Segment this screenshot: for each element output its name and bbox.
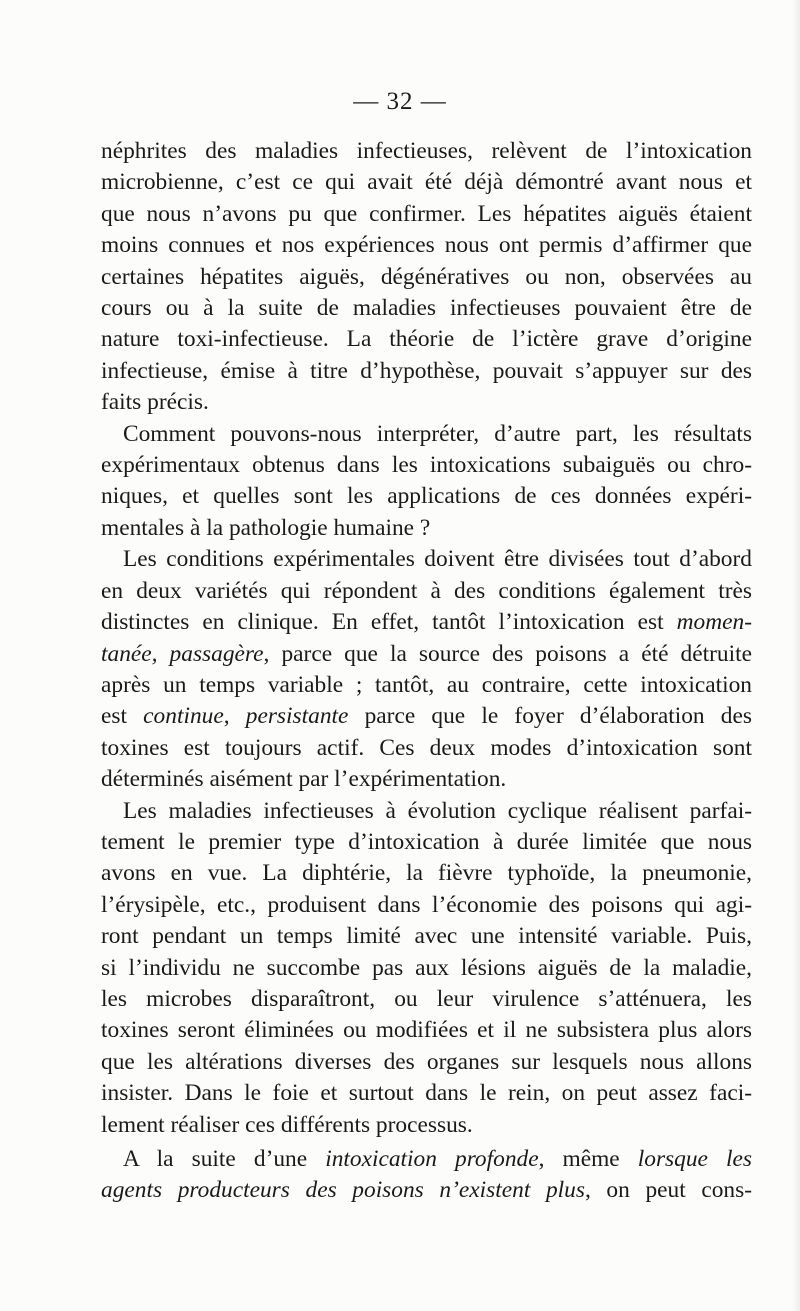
text-line: déterminés aisément par l’expérimentation. xyxy=(101,766,507,793)
text-line: Les maladies infectieuses à évolution cyclique réalisent parfai- xyxy=(123,797,752,824)
italic-run: lorsque les xyxy=(637,1146,752,1172)
text-line: faits précis. xyxy=(101,389,209,416)
text-line: nature toxi-infectieuse. La théorie de l’ictère grave d’origine xyxy=(101,326,752,353)
paragraph-1 xyxy=(101,136,752,419)
text-line: ront pendant un temps limité avec une intensité variable. Puis, xyxy=(101,923,752,950)
text-line xyxy=(101,701,752,732)
text-line: niques, et quelles sont les applications de ces données expéri- xyxy=(101,483,752,510)
text-line: Comment pouvons-nous interpréter, d’autre part, les résultats xyxy=(123,420,752,447)
text-run: , même xyxy=(538,1146,638,1172)
text-line: lement réaliser ces différents processus. xyxy=(101,1111,473,1138)
text-line: si l’individu ne succombe pas aux lésions aiguës de la maladie, xyxy=(101,954,752,981)
paragraph-2 xyxy=(101,419,752,545)
text-line: cours ou à la suite de maladies infectieuses pouvaient être de xyxy=(101,295,752,322)
italic-run: intoxication profonde xyxy=(325,1146,539,1172)
paragraph-3 xyxy=(101,544,752,795)
text-line xyxy=(101,607,752,638)
text-line xyxy=(101,639,752,670)
text-line: que les altérations diverses des organes sur lesquels nous allons xyxy=(101,1048,752,1075)
italic-run: persistante xyxy=(245,703,349,730)
text-line: après un temps variable ; tantôt, au contraire, cette intoxication xyxy=(101,671,752,698)
page-edge-shadow xyxy=(792,0,800,1311)
text-line: mentales à la pathologie humaine ? xyxy=(101,514,431,541)
text-line: que nous n’avons pu que confirmer. Les hépatites aiguës étaient xyxy=(101,200,752,227)
text-line: microbienne, c’est ce qui avait été déjà démontré avant nous et xyxy=(101,169,752,196)
paragraph-5 xyxy=(101,1144,752,1207)
text-line: insister. Dans le foie et surtout dans le rein, on peut assez faci- xyxy=(101,1080,752,1107)
text-line: toxines seront éliminées ou modifiées et il ne subsistera plus alors xyxy=(101,1017,752,1044)
text-line: infectieuse, émise à titre d’hypothèse, pouvait s’appuyer sur des xyxy=(101,357,752,384)
body-text xyxy=(101,136,752,1207)
text-run: parce que le foyer d’élaboration des xyxy=(348,703,752,730)
italic-run: continue xyxy=(143,703,224,730)
text-line: toxines est toujours actif. Ces deux modes d’intoxication sont xyxy=(101,734,752,761)
text-line: néphrites des maladies infectieuses, relèvent de l’intoxication xyxy=(101,138,752,164)
text-line xyxy=(101,1144,752,1175)
page-number: — 32 — xyxy=(353,88,447,115)
text-line: moins connues et nos expériences nous ont permis d’affirmer que xyxy=(101,232,752,259)
text-run: , on peut cons- xyxy=(584,1177,752,1204)
text-run: , xyxy=(223,703,246,730)
italic-run: agents producteurs des poisons n’existent plus xyxy=(101,1177,585,1204)
text-line xyxy=(101,1175,752,1206)
text-line: avons en vue. La diphtérie, la fièvre typhoïde, la pneumonie, xyxy=(101,860,752,887)
text-line: Les conditions expérimentales doivent être divisées tout d’abord xyxy=(123,546,752,573)
text-line: l’érysipèle, etc., produisent dans l’économie des poisons qui agi- xyxy=(101,891,752,918)
text-line: certaines hépatites aiguës, dégénératives ou non, observées au xyxy=(101,263,752,290)
text-run: , parce que la source des poisons a été détruite xyxy=(263,640,752,667)
text-run: A la suite d’une xyxy=(123,1146,326,1172)
text-line: expérimentaux obtenus dans les intoxications subaiguës ou chro- xyxy=(101,452,752,479)
text-line: tement le premier type d’intoxication à durée limitée que nous xyxy=(101,828,752,855)
italic-run: momen- xyxy=(676,609,752,636)
text-line: les microbes disparaîtront, ou leur virulence s’atténuera, les xyxy=(101,985,752,1012)
italic-run: tanée, passagère xyxy=(101,640,264,667)
text-line: en deux variétés qui répondent à des conditions également très xyxy=(101,577,752,604)
text-run: est xyxy=(101,703,144,730)
paragraph-4 xyxy=(101,796,752,1141)
text-run: distinctes en clinique. En effet, tantôt l’intoxication est xyxy=(101,609,677,636)
